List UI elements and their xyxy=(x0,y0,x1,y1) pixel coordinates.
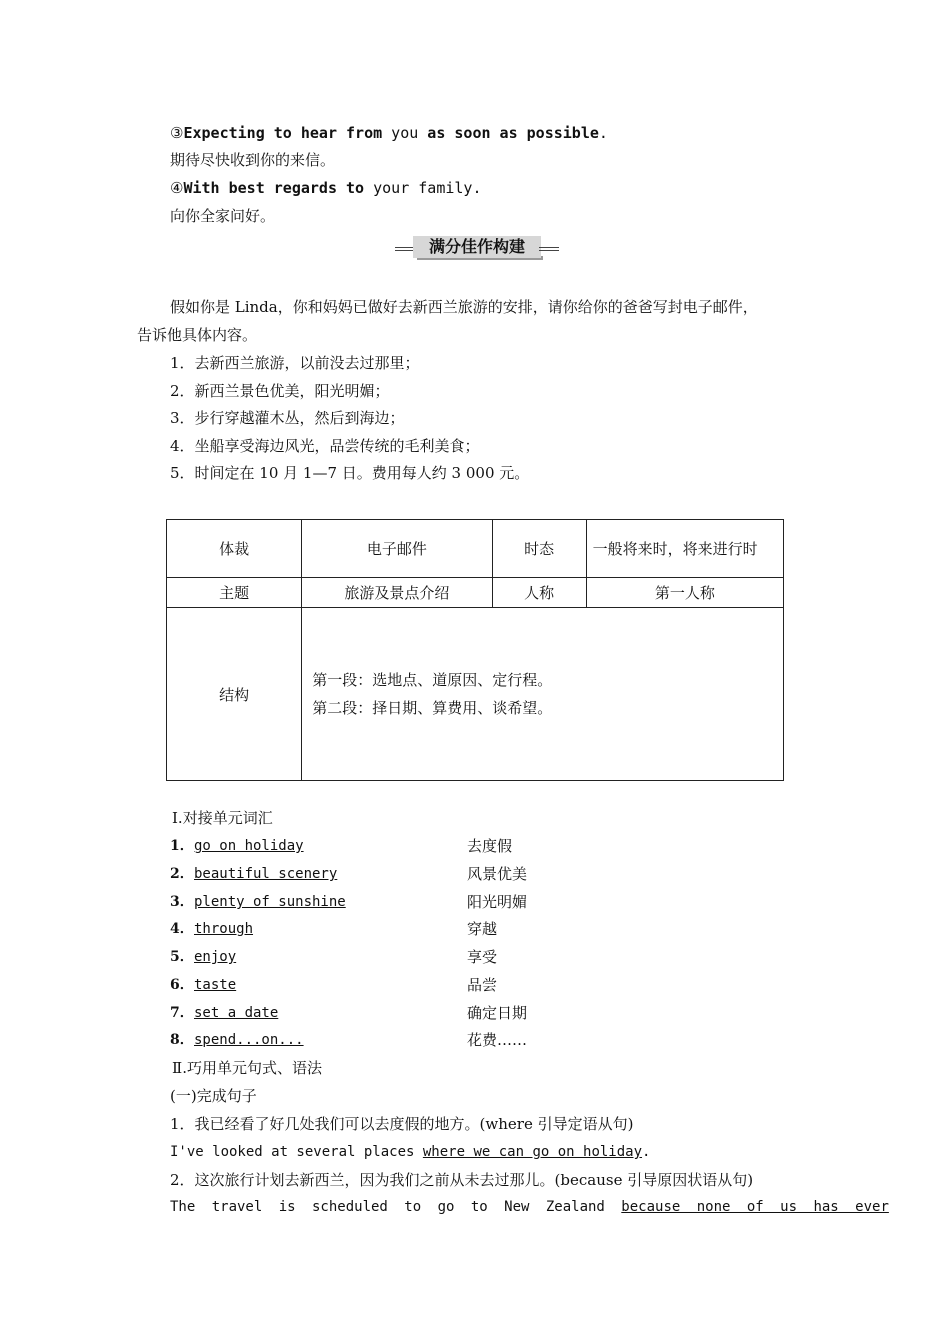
task-point: 3．步行穿越灌木丛，然后到海边； xyxy=(170,409,405,427)
writing-analysis-table xyxy=(166,519,784,781)
structure-paragraph-2: 第二段：择日期、算费用、谈希望。 xyxy=(312,699,553,717)
tense-label: 时态 xyxy=(492,520,586,578)
phrase-end: . xyxy=(472,179,482,197)
vocab-number: 2． xyxy=(170,866,194,882)
question-2-sentence xyxy=(170,1197,889,1217)
structure-value xyxy=(302,608,784,781)
vocab-answer: enjoy xyxy=(194,949,237,965)
structure-label: 结构 xyxy=(167,608,302,781)
phrase-plain: you xyxy=(382,124,428,142)
sentence-prefix: The travel is scheduled to go to New Zealand xyxy=(170,1199,622,1215)
circle-number: ④ xyxy=(170,179,184,197)
vocab-answer: beautiful scenery xyxy=(194,866,338,882)
vocab-answer: taste xyxy=(194,977,237,993)
vocab-meaning: 去度假 xyxy=(467,837,513,855)
vocab-number: 5． xyxy=(170,949,194,965)
circle-number: ③ xyxy=(170,124,184,142)
sentence-answer: where we can go on holiday xyxy=(422,1144,643,1160)
question-1-prompt: 1．我已经看了好几处我们可以去度假的地方。(where 引导定语从句) xyxy=(170,1115,634,1133)
task-point: 2．新西兰景色优美，阳光明媚； xyxy=(170,382,390,400)
vocab-meaning: 品尝 xyxy=(467,976,498,994)
vocab-number: 1． xyxy=(170,838,194,854)
table-row xyxy=(167,578,784,608)
task-paragraph-line1: 假如你是 Linda，你和妈妈已做好去新西兰旅游的安排，请你给你的爸爸写封电子邮件， xyxy=(170,298,758,316)
table-row xyxy=(167,520,784,578)
phrase-3-translation: 期待尽快收到你的来信。 xyxy=(170,151,336,169)
vocab-answer: go on holiday xyxy=(194,838,304,854)
phrase-plain: your family xyxy=(364,179,473,197)
banner-rule-right xyxy=(539,247,559,251)
phrase-end: . xyxy=(598,124,608,142)
vocab-meaning: 花费…… xyxy=(467,1031,528,1049)
banner-title: 满分佳作构建 xyxy=(428,237,525,256)
task-point: 1．去新西兰旅游，以前没去过那里； xyxy=(170,354,420,372)
phrase-3 xyxy=(170,123,608,143)
vocab-meaning: 阳光明媚 xyxy=(467,893,528,911)
vocab-number: 6． xyxy=(170,977,194,993)
theme-label: 主题 xyxy=(167,578,302,608)
vocab-meaning: 确定日期 xyxy=(467,1004,528,1022)
theme-value: 旅游及景点介绍 xyxy=(302,578,492,608)
person-value: 第一人称 xyxy=(586,578,783,608)
phrase-bold: Expecting to hear from xyxy=(183,124,383,142)
genre-label: 体裁 xyxy=(167,520,302,578)
vocab-answer: through xyxy=(194,921,254,937)
task-paragraph-line2: 告诉他具体内容。 xyxy=(137,326,258,344)
tense-value: 一般将来时，将来进行时 xyxy=(586,520,783,578)
vocab-answer: plenty of sunshine xyxy=(194,894,346,910)
section1-title: Ⅰ.对接单元词汇 xyxy=(172,809,273,827)
person-label: 人称 xyxy=(492,578,586,608)
task-point: 4．坐船享受海边风光，品尝传统的毛利美食； xyxy=(170,437,480,455)
vocab-meaning: 穿越 xyxy=(467,920,498,938)
section2-subtitle: (一)完成句子 xyxy=(170,1087,257,1105)
banner-rule-left xyxy=(395,247,415,251)
sentence-answer: because none of us has ever xyxy=(621,1199,889,1215)
section-banner xyxy=(395,236,559,260)
vocab-number: 7． xyxy=(170,1005,194,1021)
phrase-bold: With best regards to xyxy=(183,179,365,197)
vocab-meaning: 风景优美 xyxy=(467,865,528,883)
table-row xyxy=(167,608,784,781)
structure-paragraph-1: 第一段：选地点、道原因、定行程。 xyxy=(312,671,553,689)
task-point: 5．时间定在 10 月 1—7 日。费用每人约 3 000 元。 xyxy=(170,464,530,482)
phrase-4 xyxy=(170,178,481,198)
question-1-sentence xyxy=(170,1142,650,1162)
section2-title: Ⅱ.巧用单元句式、语法 xyxy=(172,1059,322,1077)
sentence-end: . xyxy=(642,1144,651,1160)
question-2-prompt: 2．这次旅行计划去新西兰，因为我们之前从未去过那儿。(because 引导原因状语从句) xyxy=(170,1171,754,1189)
genre-value: 电子邮件 xyxy=(302,520,492,578)
sentence-prefix: I've looked at several places xyxy=(170,1144,423,1160)
vocab-number: 4． xyxy=(170,921,194,937)
vocab-answer: spend...on... xyxy=(194,1032,304,1048)
vocab-number: 3． xyxy=(170,894,194,910)
vocab-meaning: 享受 xyxy=(467,948,498,966)
vocab-answer: set a date xyxy=(194,1005,279,1021)
phrase-bold: as soon as possible xyxy=(427,124,599,142)
vocab-number: 8． xyxy=(170,1032,194,1048)
phrase-4-translation: 向你全家问好。 xyxy=(170,207,276,225)
